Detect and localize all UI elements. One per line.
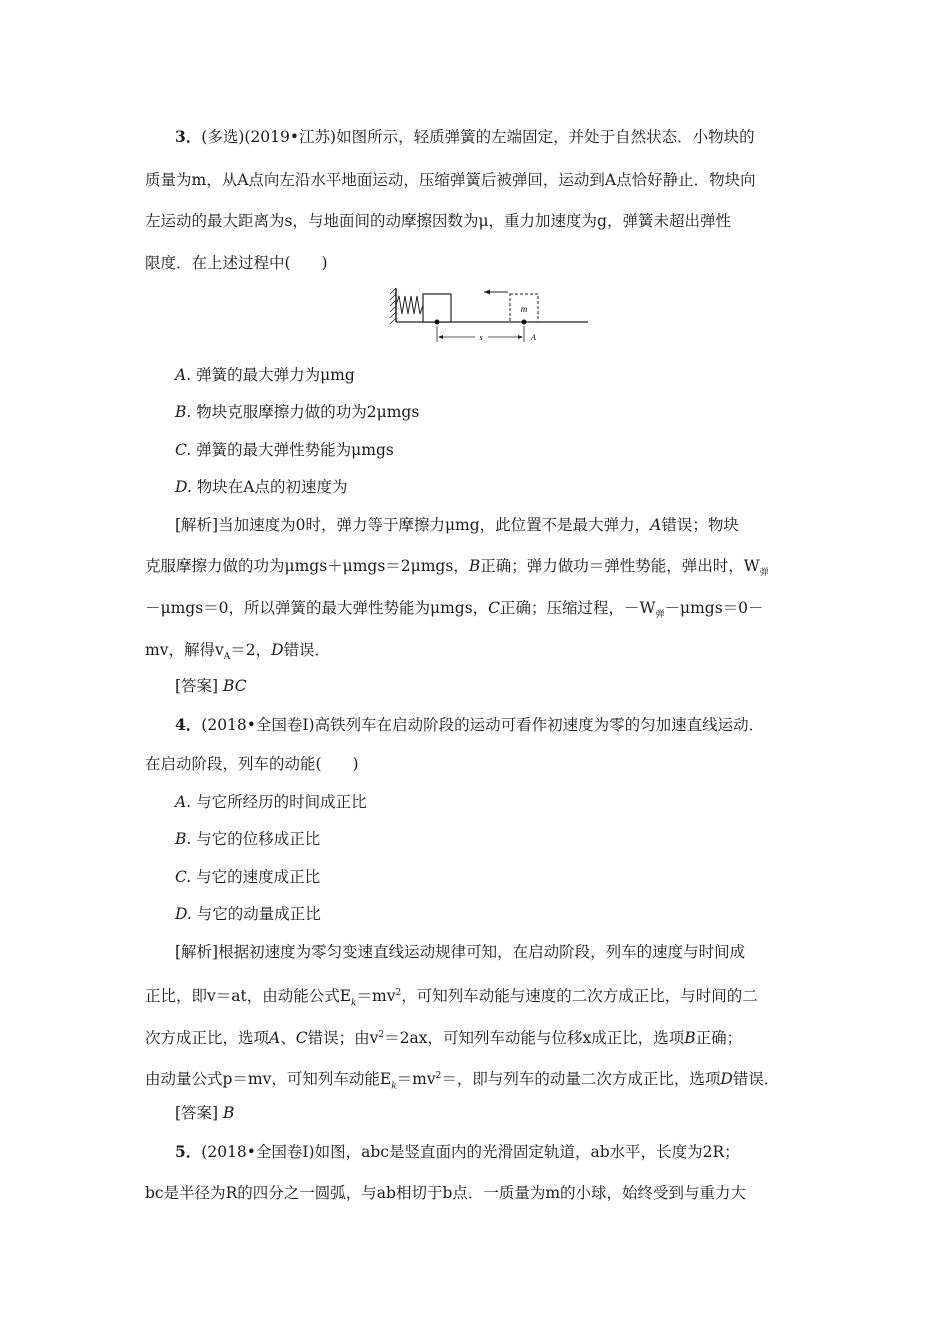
q3-option-b[interactable] [175,402,419,422]
q3-stem-line1 [175,127,755,147]
q3-stem-line2: 质量为m，从A点向左沿水平地面运动，压缩弹簧后被弹回，运动到A点恰好静止．物块向 [145,171,756,189]
q3-answer [175,676,247,696]
q3-option-d[interactable] [175,477,347,497]
q4-answer [175,1103,234,1123]
q5-stem-line1 [175,1142,740,1162]
option-text: 弹簧的最大弹力为μmg [196,366,355,384]
option-letter: C. [175,441,192,459]
option-letter: A. [175,793,192,811]
q3-option-c[interactable] [175,440,394,460]
answer-value: BC [223,677,247,695]
q4-option-a[interactable] [175,792,367,812]
q3-explanation-line2: 克服摩擦力做的功为μmgs＋μmgs＝2μmgs，B正确；弹力做功＝弹性势能，弹出时，$W_弹$ [145,557,769,579]
q4-option-b[interactable] [175,829,320,849]
answer-value: B [223,1104,235,1122]
q4-stem-line1 [175,715,764,735]
q4-explanation-line4: 由动量公式p＝mv，可知列车动能$E_k=mv^2=$，即与列车的动量二次方成正比，选项D错误． [145,1070,780,1092]
q5-number: 5． [175,1142,202,1161]
q4-stem-line2: 在启动阶段，列车的动能( ) [145,755,359,773]
option-letter: D. [175,905,192,923]
q3-explanation-line1: [解析]当加速度为0时，弹力等于摩擦力μmg，此位置不是最大弹力，A错误；物块 [175,516,739,534]
dim-arrow-right [518,335,523,339]
spring [396,296,423,314]
option-letter: C. [175,868,192,886]
point-a-dot [522,320,527,325]
option-text: 与它的速度成正比 [196,868,321,886]
q4-stem-text1: (2018•全国卷Ⅰ)高铁列车在启动阶段的运动可看作初速度为零的匀加速直线运动． [201,716,765,734]
q3-stem-line4: 限度．在上述过程中( ) [145,254,328,272]
q3-stem-line3: 左运动的最大距离为s，与地面间的动摩擦因数为μ，重力加速度为g，弹簧未超出弹性 [145,212,731,230]
q3-explanation-line3: －μmgs＝0，所以弹簧的最大弹性势能为μmgs，C正确；压缩过程，$-W_弹-\mu mgs=0-$ [145,599,764,621]
distance-label: s [479,333,483,342]
answer-label: [答案] [175,1104,219,1122]
arrow-head [484,290,490,295]
option-text: 与它的动量成正比 [196,905,321,923]
option-text: 与它的位移成正比 [196,830,321,848]
q4-option-d[interactable] [175,904,321,924]
q4-explanation-line2: 正比，即v＝at，由动能公式$E_k=mv^2$，可知列车动能与速度的二次方成正比，与时间的二 [145,987,758,1009]
option-letter: B. [175,830,192,848]
wall-hatching [390,288,396,324]
q3-number: 3． [175,127,202,146]
option-text: 物块在A点的初速度为 [196,478,348,496]
spring-block-figure [388,286,593,348]
q4-explanation-line3: 次方成正比，选项A、C错误；由$v^2=2ax$，可知列车动能与位移x成正比，选项B正确； [145,1029,743,1048]
q5-stem-line2: bc是半径为R的四分之一圆弧，与ab相切于b点．一质量为m的小球，始终受到与重力大 [145,1184,747,1202]
option-text: 与它所经历的时间成正比 [196,793,367,811]
q4-explanation-line1: [解析]根据初速度为零匀变速直线运动规律可知，在启动阶段，列车的速度与时间成 [175,943,746,961]
option-text: 弹簧的最大弹性势能为μmgs [196,441,394,459]
answer-label: [答案] [175,677,219,695]
q3-option-a[interactable] [175,365,355,385]
block-solid [423,294,451,322]
mass-label: m [520,304,528,314]
point-a-label: A [531,333,536,342]
option-letter: A. [175,366,192,384]
dim-arrow-left [438,335,443,339]
q4-option-c[interactable] [175,867,320,887]
option-text: 物块克服摩擦力做的功为2μmgs [196,403,420,421]
q3-stem-text1: (多选)(2019•江苏)如图所示，轻质弹簧的左端固定，并处于自然状态．小物块的 [201,128,755,146]
q3-explanation-line4: mv，解得$v_A=2$，D错误． [145,641,331,663]
q4-number: 4． [175,715,202,734]
option-letter: B. [175,403,192,421]
q5-stem-text1: (2018•全国卷Ⅰ)如图，abc是竖直面内的光滑固定轨道，ab水平，长度为2R； [201,1143,740,1161]
option-letter: D. [175,478,192,496]
block-dot [435,320,440,325]
